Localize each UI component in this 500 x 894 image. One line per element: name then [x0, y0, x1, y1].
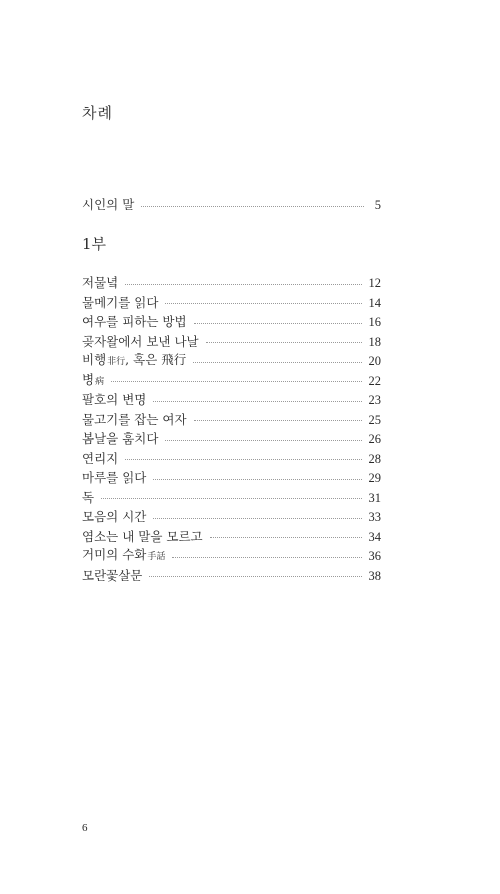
toc-entry[interactable] [82, 566, 381, 586]
dotted-leader [101, 498, 361, 499]
toc-entry-title: 모란꽃살문 [82, 567, 143, 583]
toc-entry[interactable] [82, 332, 381, 352]
toc-entry-title [82, 545, 165, 567]
dotted-leader [125, 284, 361, 285]
toc-entry-title: 모음의 시간 [82, 509, 147, 524]
toc-entry-page: 20 [368, 354, 381, 368]
toc-entry-title: 저물녘 [82, 275, 119, 290]
toc-entry-page: 26 [368, 432, 381, 446]
toc-entry-title: 물고기를 잡는 여자 [82, 411, 187, 427]
toc-entry-hanja-note: 手話 [147, 552, 166, 562]
toc-entry-page: 29 [368, 471, 381, 485]
toc-entry-page: 12 [368, 276, 381, 290]
toc-entry[interactable] [82, 507, 381, 527]
dotted-leader [165, 303, 361, 304]
toc-entry-page: 16 [368, 315, 381, 329]
toc-entry-page: 36 [368, 549, 381, 563]
toc-entry-title: 봄날을 훔치다 [82, 431, 159, 446]
toc-entry[interactable] [82, 449, 381, 469]
toc-entry-title: 연리지 [82, 450, 119, 466]
toc-entry-title-main: 비행 [82, 352, 107, 367]
dotted-leader [206, 342, 362, 343]
dotted-leader [193, 362, 361, 363]
page-number: 6 [82, 822, 88, 834]
toc-entry-page: 31 [368, 490, 381, 505]
toc-entry-title: 시인의 말 [82, 197, 135, 212]
toc-entry[interactable] [82, 468, 381, 488]
toc-entry-title: 곶자왈에서 보낸 나날 [82, 333, 199, 349]
section-title: 1부 [82, 235, 107, 253]
dotted-leader [111, 381, 361, 382]
dotted-leader [153, 479, 361, 480]
toc-entry-page: 38 [368, 568, 381, 583]
dotted-leader [153, 401, 361, 402]
dotted-leader [141, 206, 364, 207]
toc-entry-title: 물메기를 읽다 [82, 294, 159, 310]
toc-entry[interactable] [82, 293, 381, 313]
dotted-leader [125, 459, 361, 460]
toc-entry-preface[interactable] [82, 195, 381, 215]
page-title: 차례 [82, 104, 113, 122]
toc-entry[interactable] [82, 546, 381, 566]
toc-entry-title: 독 [82, 489, 95, 505]
toc-entry[interactable] [82, 273, 381, 293]
toc-entry-page: 33 [368, 510, 381, 524]
dotted-leader [194, 420, 362, 421]
toc-entry-page: 14 [368, 295, 381, 310]
toc-entry-title [82, 370, 104, 392]
toc-entry[interactable] [82, 410, 381, 430]
toc-entry[interactable] [82, 390, 381, 410]
toc-entry-title: 염소는 내 말을 모르고 [82, 528, 203, 544]
toc-entry-page: 25 [368, 412, 381, 427]
dotted-leader [149, 576, 361, 577]
toc-entry-page: 23 [368, 393, 381, 407]
toc-entry[interactable] [82, 312, 381, 332]
toc-entry-title-main: 병 [82, 371, 95, 387]
toc-entry-title: 팔호의 변명 [82, 392, 147, 407]
dotted-leader [194, 323, 362, 324]
toc-entry[interactable] [82, 429, 381, 449]
toc-entry[interactable] [82, 527, 381, 547]
dotted-leader [165, 440, 361, 441]
toc-entry-page: 5 [374, 198, 381, 212]
toc-entry-page: 28 [368, 451, 381, 466]
toc-entry-hanja-note: 病 [95, 376, 105, 387]
toc-entry[interactable] [82, 488, 381, 508]
toc-entry-title-suffix: , 혹은 飛行 [125, 352, 187, 367]
toc-entry-page: 18 [368, 334, 381, 349]
toc-entry-title: 여우를 피하는 방법 [82, 314, 187, 329]
toc-entry-page: 34 [368, 529, 381, 544]
toc-entry[interactable] [82, 371, 381, 391]
toc-entry-page: 22 [368, 373, 381, 388]
toc-entry-title-main: 거미의 수화 [82, 547, 147, 562]
dotted-leader [172, 557, 361, 558]
toc-entry-hanja-note: 非行 [107, 357, 126, 367]
toc-entry[interactable] [82, 351, 381, 371]
toc-entry-title: 마루를 읽다 [82, 470, 147, 485]
dotted-leader [210, 537, 362, 538]
dotted-leader [153, 518, 361, 519]
